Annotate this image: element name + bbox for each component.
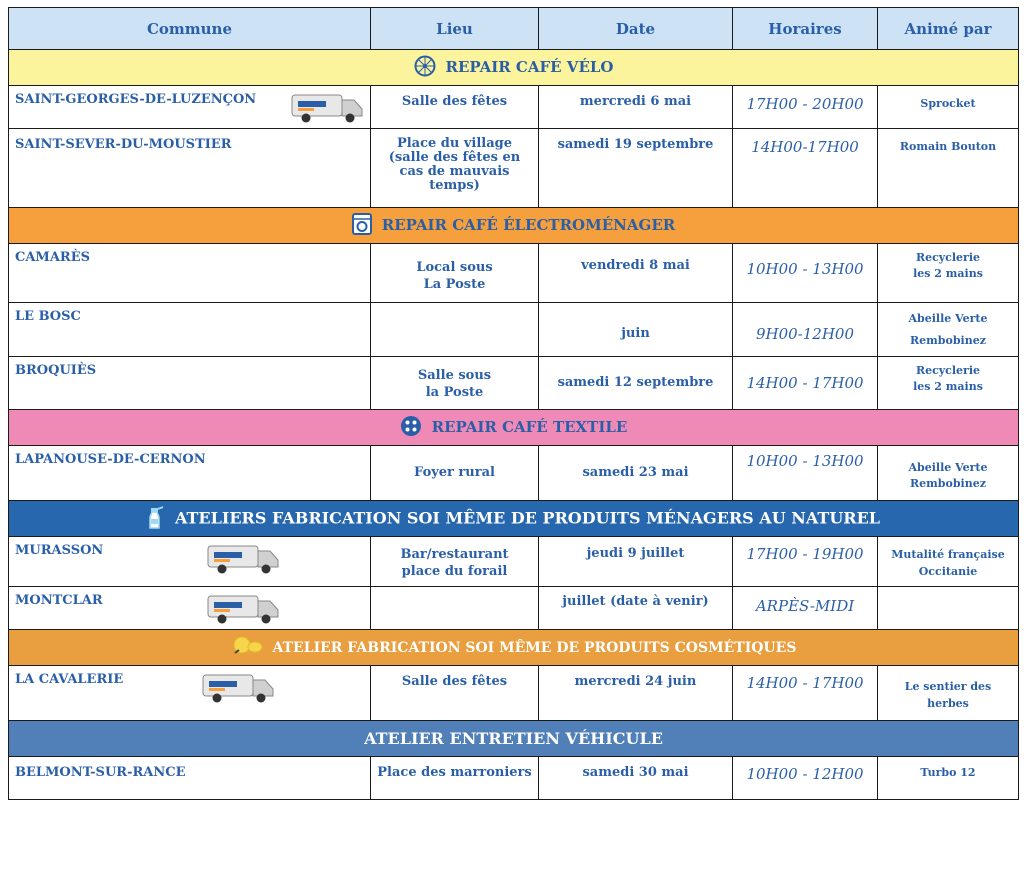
bicycle-wheel-icon — [414, 55, 436, 81]
section-title: REPAIR CAFÉ TEXTILE — [431, 417, 628, 436]
date-cell: juin — [539, 303, 733, 357]
table-row — [9, 666, 1019, 721]
section-title: ATELIER ENTRETIEN VÉHICULE — [364, 729, 663, 748]
lieu-cell: Salle des fêtes — [371, 666, 539, 721]
table-row — [9, 244, 1019, 303]
commune-cell: MONTCLAR — [15, 593, 103, 608]
commune-cell: SAINT-GEORGES-DE-LUZENÇON — [15, 92, 257, 107]
anime-cell — [878, 587, 1019, 630]
mobile-van-icon — [201, 672, 275, 708]
schedule-document — [8, 7, 1018, 800]
anime-line: Occitanie — [918, 565, 978, 578]
commune-cell: BROQUIÈS — [9, 357, 371, 410]
anime-cell — [878, 303, 1019, 357]
anime-line: Abeille Verte — [908, 312, 988, 325]
anime-cell: Turbo 12 — [878, 757, 1019, 800]
lieu-line: Salle sous — [417, 368, 492, 383]
date-cell: juillet (date à venir) — [539, 587, 733, 630]
date-cell: samedi 30 mai — [539, 757, 733, 800]
anime-cell — [878, 446, 1019, 501]
commune-cell: LAPANOUSE-DE-CERNON — [9, 446, 371, 501]
anime-cell — [878, 537, 1019, 587]
lieu-cell: Place des marroniers — [371, 757, 539, 800]
anime-line: Abeille Verte — [908, 461, 988, 474]
washing-machine-icon — [352, 213, 372, 239]
commune-cell: BELMONT-SUR-RANCE — [9, 757, 371, 800]
spray-bottle-icon — [147, 504, 165, 534]
date-cell: vendredi 8 mai — [539, 244, 733, 303]
commune-cell: LE BOSC — [9, 303, 371, 357]
anime-line: les 2 mains — [913, 267, 983, 280]
lieu-cell — [371, 587, 539, 630]
horaires-cell: 10H00 - 13H00 — [733, 244, 878, 303]
date-cell: samedi 12 septembre — [539, 357, 733, 410]
lieu-line: la Poste — [425, 385, 484, 400]
mobile-van-icon — [290, 92, 364, 128]
section-produits-cosmetiques — [9, 630, 1019, 666]
date-cell: samedi 19 septembre — [539, 129, 733, 208]
header-lieu: Lieu — [371, 8, 539, 50]
section-entretien-vehicule — [9, 721, 1019, 757]
lieu-cell — [371, 357, 539, 410]
section-title: ATELIER FABRICATION SOI MÊME DE PRODUITS COSMÉTIQUES — [272, 639, 797, 656]
horaires-cell: 14H00-17H00 — [733, 129, 878, 208]
horaires-cell: ARPÈS-MIDI — [733, 587, 878, 630]
anime-line: Recyclerie — [915, 251, 981, 264]
commune-cell: SAINT-SEVER-DU-MOUSTIER — [9, 129, 371, 208]
section-textile — [9, 410, 1019, 446]
commune-cell: CAMARÈS — [9, 244, 371, 303]
mobile-van-icon — [206, 593, 280, 629]
button-icon — [400, 415, 422, 441]
lieu-line: place du forail — [401, 564, 508, 579]
section-title: REPAIR CAFÉ ÉLECTROMÉNAGER — [381, 215, 676, 234]
anime-line: Le sentier des — [904, 680, 992, 693]
anime-cell — [878, 666, 1019, 721]
anime-cell — [878, 244, 1019, 303]
lemon-icon — [231, 635, 263, 661]
lieu-cell — [371, 303, 539, 357]
date-cell: jeudi 9 juillet — [539, 537, 733, 587]
anime-line: les 2 mains — [913, 380, 983, 393]
horaires-cell: 14H00 - 17H00 — [733, 666, 878, 721]
anime-line: Rembobinez — [910, 477, 986, 490]
lieu-cell — [371, 244, 539, 303]
table-row — [9, 86, 1019, 129]
anime-line: herbes — [927, 697, 969, 710]
header-commune: Commune — [9, 8, 371, 50]
header-date: Date — [539, 8, 733, 50]
horaires-cell: 17H00 - 19H00 — [733, 537, 878, 587]
header-row — [9, 8, 1019, 50]
table-row — [9, 446, 1019, 501]
lieu-line: Bar/restaurant — [400, 547, 509, 562]
section-velo — [9, 50, 1019, 86]
commune-cell: LA CAVALERIE — [15, 672, 124, 687]
anime-line: Rembobinez — [910, 334, 986, 347]
date-cell: mercredi 6 mai — [539, 86, 733, 129]
horaires-cell: 10H00 - 12H00 — [733, 757, 878, 800]
section-produits-menagers — [9, 501, 1019, 537]
table-row — [9, 303, 1019, 357]
lieu-line: Local sous — [416, 260, 493, 275]
section-title: REPAIR CAFÉ VÉLO — [445, 57, 614, 76]
table-row — [9, 587, 1019, 630]
section-electromenager — [9, 208, 1019, 244]
header-anime: Animé par — [878, 8, 1019, 50]
anime-cell: Sprocket — [878, 86, 1019, 129]
lieu-line: La Poste — [423, 277, 486, 292]
horaires-cell: 17H00 - 20H00 — [733, 86, 878, 129]
schedule-table — [8, 7, 1019, 800]
lieu-cell: Salle des fêtes — [371, 86, 539, 129]
lieu-cell — [371, 537, 539, 587]
table-row — [9, 757, 1019, 800]
mobile-van-icon — [206, 543, 280, 579]
horaires-cell: 9H00-12H00 — [733, 303, 878, 357]
anime-cell: Romain Bouton — [878, 129, 1019, 208]
horaires-cell: 10H00 - 13H00 — [733, 446, 878, 501]
lieu-cell: Foyer rural — [371, 446, 539, 501]
section-title: ATELIERS FABRICATION SOI MÊME DE PRODUITS MÉNAGERS AU NATUREL — [174, 508, 881, 527]
anime-cell — [878, 357, 1019, 410]
lieu-cell: Place du village (salle des fêtes en cas de mauvais temps) — [371, 129, 539, 208]
anime-line: Recyclerie — [915, 364, 981, 377]
horaires-cell: 14H00 - 17H00 — [733, 357, 878, 410]
date-cell: mercredi 24 juin — [539, 666, 733, 721]
table-row — [9, 537, 1019, 587]
commune-cell: MURASSON — [15, 543, 104, 558]
table-row — [9, 357, 1019, 410]
anime-line: Mutalité française — [891, 548, 1005, 561]
header-horaires: Horaires — [733, 8, 878, 50]
date-cell: samedi 23 mai — [539, 446, 733, 501]
table-row — [9, 129, 1019, 208]
